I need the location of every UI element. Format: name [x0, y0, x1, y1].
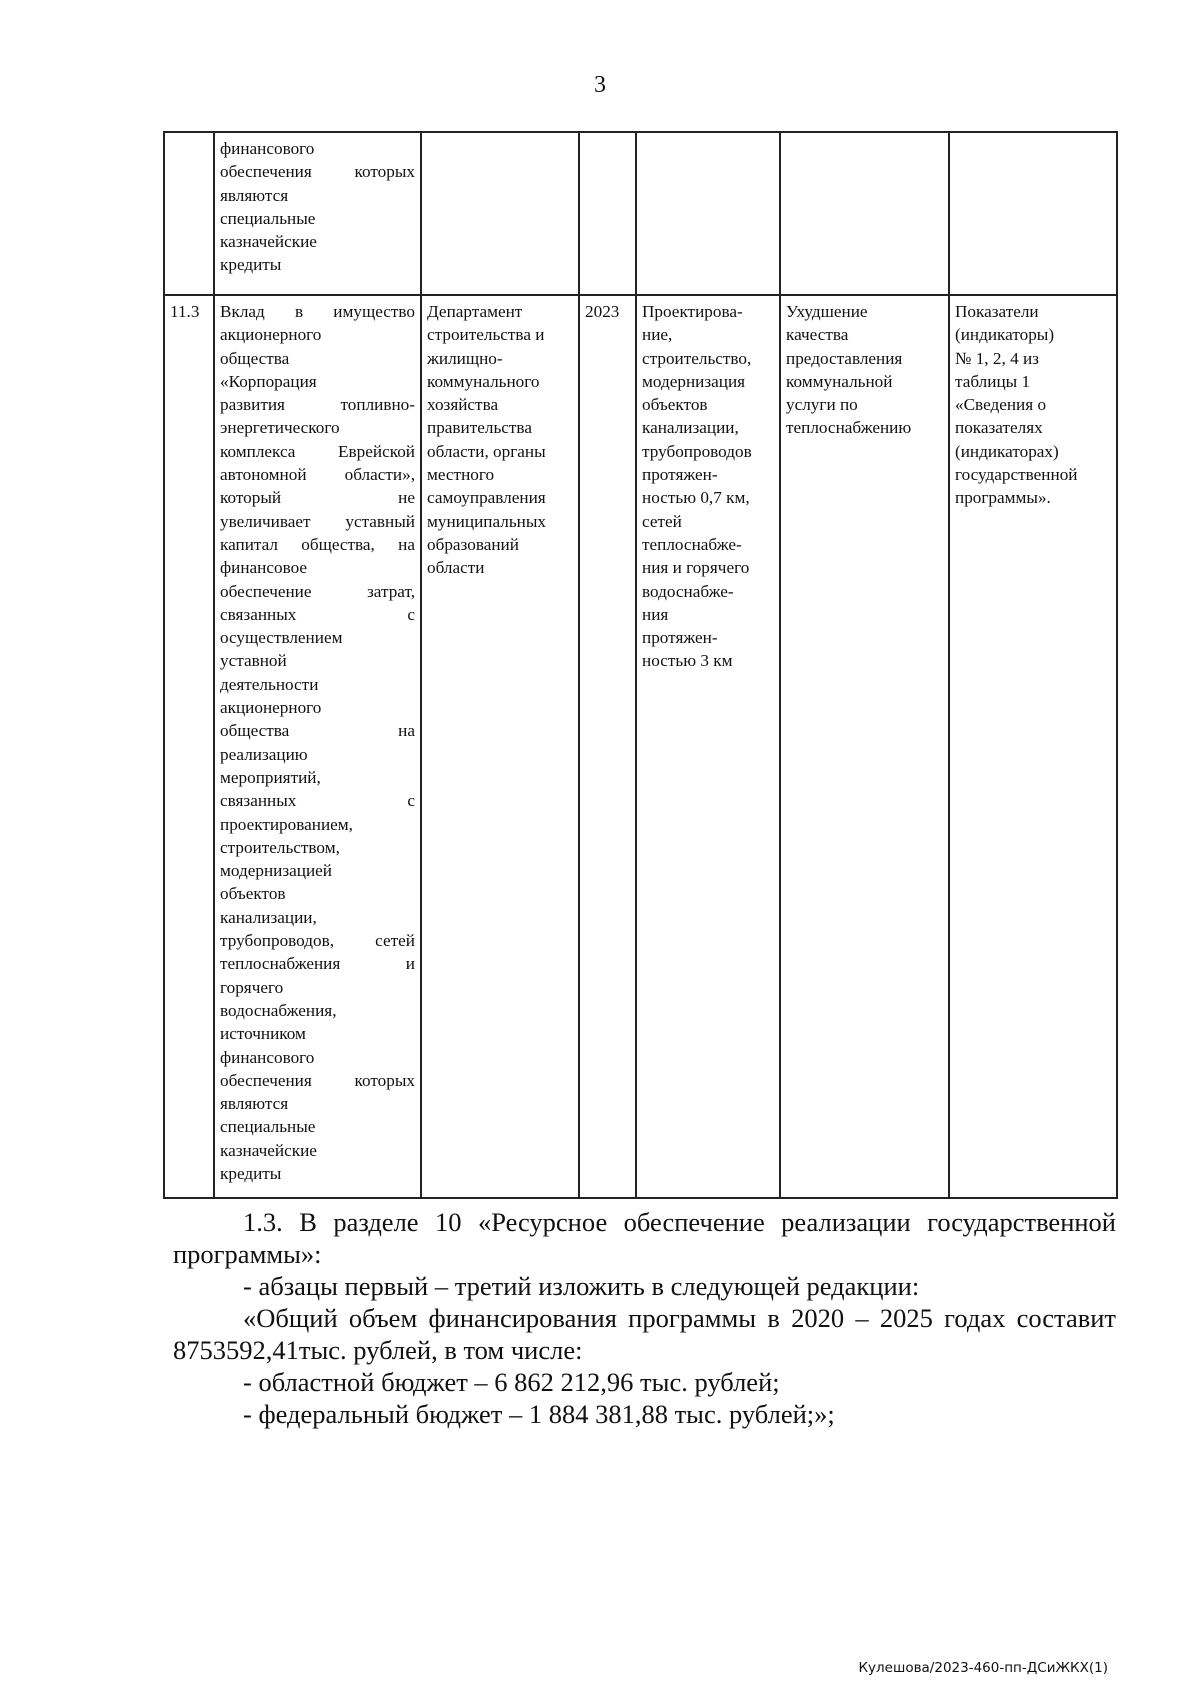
cell-line: объектов — [220, 884, 286, 904]
measure-cell — [214, 295, 421, 1198]
cell-line: автономной области», — [220, 465, 415, 485]
cell-line: канализации, — [220, 907, 317, 927]
cell-line: местного — [427, 465, 495, 485]
cell-line: реализацию — [220, 744, 308, 764]
cell-line: общества на — [220, 721, 415, 741]
paragraph-federal-budget: - федеральный бюджет – 1 884 381,88 тыс. рублей;»; — [243, 1399, 835, 1429]
indicators-cell — [949, 132, 1117, 295]
consequence-cell — [780, 295, 949, 1198]
row-number-cell — [164, 132, 214, 295]
cell-line: теплоснабжения и — [220, 954, 415, 974]
cell-line: теплоснабжению — [786, 418, 912, 438]
measures-table — [163, 131, 1118, 1199]
result-cell — [636, 295, 780, 1198]
cell-line: Департамент — [427, 302, 523, 321]
cell-line: который не — [220, 488, 415, 508]
table-row — [164, 295, 1117, 1198]
paragraph-regional-budget: - областной бюджет – 6 862 212,96 тыс. рублей; — [243, 1367, 780, 1397]
cell-line: осуществлением — [220, 628, 343, 648]
cell-line: модернизацией — [220, 861, 332, 881]
cell-line: коммунального — [427, 371, 540, 391]
cell-line: протяжен- — [642, 465, 718, 485]
cell-line: Показатели — [955, 302, 1039, 321]
cell-line: кредиты — [220, 255, 282, 275]
cell-line: сетей — [642, 511, 682, 531]
cell-line: водоснабже- — [642, 581, 734, 601]
cell-line: «Корпорация — [220, 371, 317, 391]
cell-line: финансового — [220, 139, 315, 158]
cell-line: образований — [427, 534, 519, 554]
cell-line: ния — [642, 604, 669, 624]
cell-line: акционерного — [220, 325, 322, 345]
cell-line: жилищно- — [427, 348, 503, 368]
cell-line: ностью 0,7 км, — [642, 488, 750, 508]
cell-line: самоуправления — [427, 488, 546, 508]
cell-line: Вклад в имущество — [220, 302, 415, 321]
cell-line: объектов — [642, 395, 708, 415]
cell-line: увеличивает уставный — [220, 511, 415, 531]
paragraph-abzacy: - абзацы первый – третий изложить в следующей редакции: — [243, 1271, 920, 1301]
cell-line: акционерного — [220, 698, 322, 718]
cell-line: мероприятий, — [220, 767, 321, 787]
cell-line: трубопроводов — [642, 441, 752, 461]
cell-line: Ухудшение — [786, 302, 868, 321]
cell-line: области — [427, 558, 485, 578]
cell-line: обеспечение затрат, — [220, 581, 415, 601]
cell-line: деятельности — [220, 674, 319, 694]
paragraph-total-financing: «Общий объем финансирования программы в 2020 – 2025 годах составит 8753592,41тыс. рублей, в том числе: — [173, 1303, 1116, 1365]
cell-line: услуги по — [786, 395, 858, 415]
cell-line: горячего — [220, 977, 284, 997]
table-row — [164, 132, 1117, 295]
cell-line: хозяйства — [427, 395, 499, 415]
year-cell: 2023 — [579, 295, 636, 1198]
footer-doc-id: Кулешова/2023-460-пп-ДСиЖКХ(1) — [858, 1660, 1108, 1676]
cell-line: модернизация — [642, 371, 746, 391]
cell-line: (индикаторах) — [955, 441, 1059, 461]
paragraph-section-10: 1.3. В разделе 10 «Ресурсное обеспечение реализации государственной программы»: — [173, 1207, 1116, 1269]
cell-line: (индикаторы) — [955, 325, 1055, 345]
cell-line: протяжен- — [642, 628, 718, 648]
result-cell — [636, 132, 780, 295]
cell-line: коммунальной — [786, 371, 893, 391]
cell-line: кредиты — [220, 1163, 282, 1183]
cell-line: Проектирова- — [642, 302, 743, 321]
cell-line: канализации, — [642, 418, 739, 438]
cell-line: источником — [220, 1024, 306, 1044]
cell-line: государственной — [955, 465, 1078, 485]
cell-line: энергетического — [220, 418, 340, 438]
cell-line: таблицы 1 — [955, 371, 1031, 391]
cell-line: казначейские — [220, 232, 317, 252]
cell-line: строительством, — [220, 837, 340, 857]
cell-line: связанных с — [220, 791, 415, 811]
cell-line: ния и горячего — [642, 558, 750, 578]
cell-line: комплекса Еврейской — [220, 441, 415, 461]
cell-line: «Сведения о — [955, 395, 1047, 415]
cell-line: связанных с — [220, 604, 415, 624]
cell-line: водоснабжения, — [220, 1000, 337, 1020]
cell-line: ностью 3 км — [642, 651, 733, 671]
body-text — [173, 1206, 1116, 1430]
cell-line: проектированием, — [220, 814, 353, 834]
cell-line: капитал общества, на — [220, 534, 415, 554]
cell-line: являются — [220, 1094, 289, 1114]
indicators-cell — [949, 295, 1117, 1198]
cell-line: специальные — [220, 208, 316, 228]
cell-line: качества — [786, 325, 849, 345]
cell-line: ние, — [642, 325, 673, 345]
cell-line: финансовое — [220, 558, 308, 578]
cell-line: уставной — [220, 651, 287, 671]
cell-line: теплоснабже- — [642, 534, 742, 554]
cell-line: предоставления — [786, 348, 903, 368]
cell-line: финансового — [220, 1047, 315, 1067]
cell-line: общества — [220, 348, 290, 368]
cell-line: области, органы — [427, 441, 546, 461]
cell-line: строительства и — [427, 325, 545, 345]
cell-line: программы». — [955, 488, 1051, 508]
cell-line: специальные — [220, 1117, 316, 1137]
cell-line: казначейские — [220, 1140, 317, 1160]
row-number-cell: 11.3 — [164, 295, 214, 1198]
cell-line: обеспечения которых — [220, 1070, 415, 1090]
cell-line: трубопроводов, сетей — [220, 931, 415, 951]
year-cell — [579, 132, 636, 295]
cell-line: правительства — [427, 418, 532, 438]
cell-line: муниципальных — [427, 511, 546, 531]
executor-cell — [421, 132, 579, 295]
cell-line: развития топливно- — [220, 395, 415, 415]
consequence-cell — [780, 132, 949, 295]
measure-cell — [214, 132, 421, 295]
cell-line: являются — [220, 185, 289, 205]
executor-cell — [421, 295, 579, 1198]
cell-line: № 1, 2, 4 из — [955, 348, 1039, 368]
cell-line: строительство, — [642, 348, 752, 368]
page-number: 3 — [594, 72, 606, 98]
cell-line: показателях — [955, 418, 1043, 438]
cell-line: обеспечения которых — [220, 162, 415, 182]
